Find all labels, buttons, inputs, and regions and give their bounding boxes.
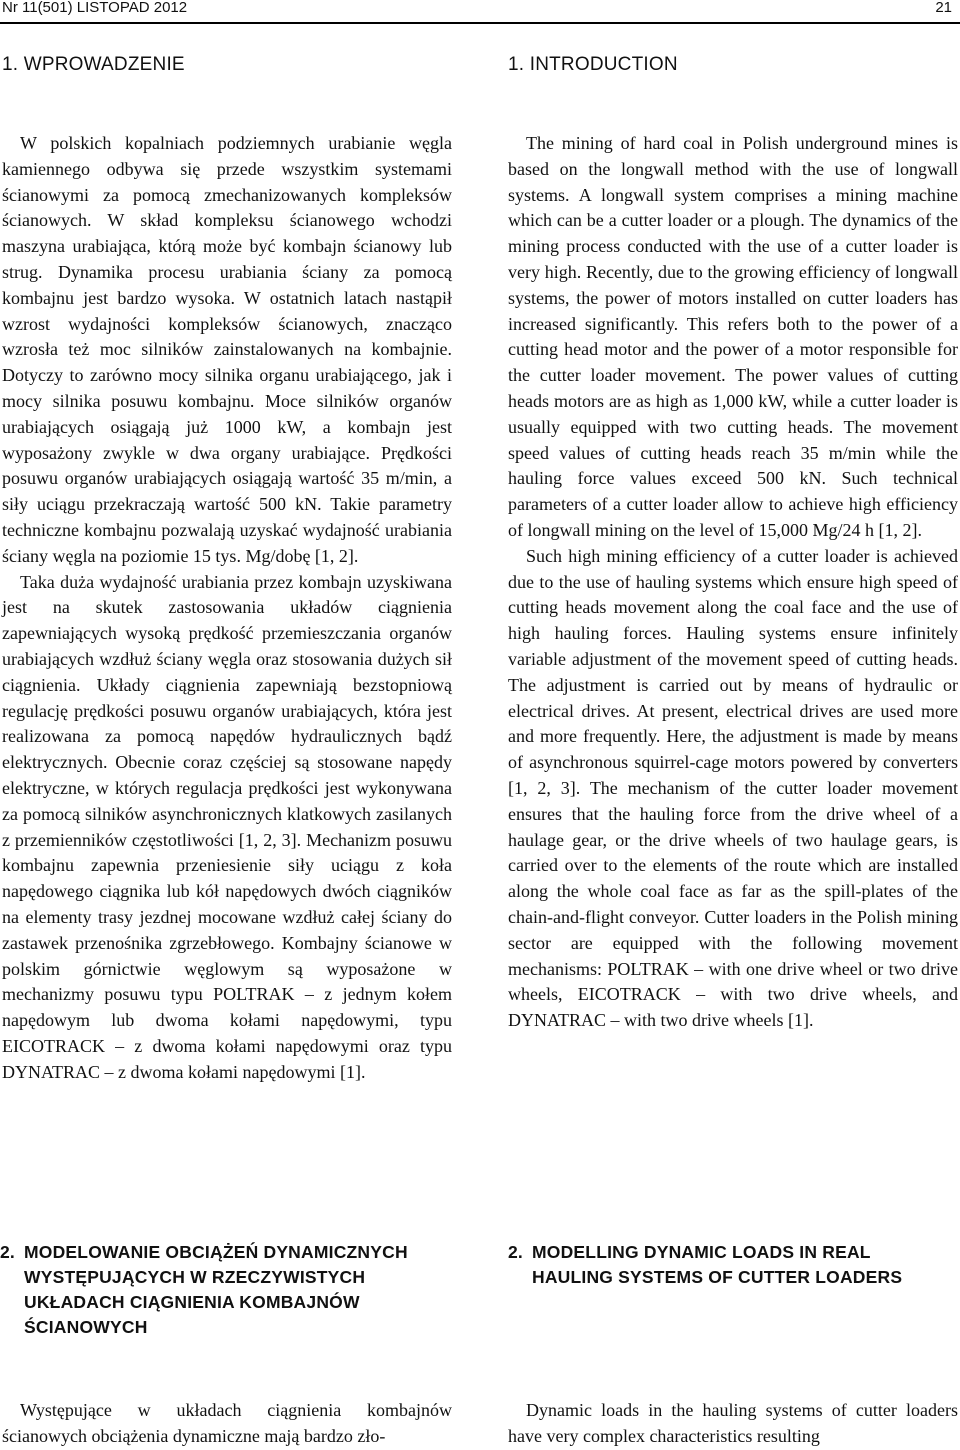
issue-label: Nr 11(501) LISTOPAD 2012 bbox=[2, 0, 188, 16]
paragraph-en-2: Such high mining efficiency of a cutter loader is achieved due to the use of hauling systems which ensure high speed of cutting heads movement along the coal face and the use of high hauling forces. Hauling systems ensure infinitely variable adjustment of the movement speed of cutting heads. The adjustment is carried out by means of hydraulic or electrical drives. At present, electrical drives are used more and more frequently. Here, the adjustment is made by means of asynchronous squirrel-cage motors powered by converters [1, 2, 3]. The mechanism of the cutter loader movement ensures that the hauling force from the drive wheel of a haulage gear, or the drive wheels of two haulage gears, is carried over to the elements of the route which are installed along the whole coal face as far as the spill-plates of the chain-and-flight conveyor. Cutter loaders in the Polish mining sector are equipped with the following movement mechanisms: POLTRAK – with one drive wheel or two drive wheels, EICOTRACK – with two drive wheels, and DYNATRAC – with two drive wheels [1]. bbox=[508, 545, 958, 1031]
section1-heading-pl: 1. WPROWADZENIE bbox=[2, 54, 185, 75]
section2-heading-en bbox=[508, 1240, 938, 1290]
header-rule bbox=[0, 22, 960, 24]
section2-title-pl: MODELOWANIE OBCIĄŻEŃ DYNAMICZNYCH WYSTĘPUJĄCYCH W RZECZYWISTYCH UKŁADACH CIĄGNIENIA KOMBAJNÓW ŚCIANOWYCH bbox=[24, 1242, 408, 1337]
section2-number-en: 2. bbox=[508, 1242, 523, 1262]
left-body-pl bbox=[2, 131, 452, 1085]
paragraph-pl-1: W polskich kopalniach podziemnych urabianie węgla kamiennego odbywa się przede wszystkim systemami ścianowymi za pomocą zmechanizowanych kompleksów ścianowych. W skład kompleksu ścianowego wchodzi maszyna urabiająca, którą może być kombajn ścianowy lub strug. Dynamika procesu urabiania ściany za pomocą kombajnu jest bardzo wysoka. W ostatnich latach nastąpił wzrost wydajności kompleksów ścianowych, znacząco wzrosła też moc silników zainstalowanych na kombajnie. Dotyczy to zarówno mocy silnika organu urabiającego, jak i mocy silnika posuwu kombajnu. Moce silników organów urabiających osiągają już 1000 kW, a kombajn jest wyposażony zwykle w dwa organy urabiające. Prędkości posuwu organów urabiających osiągają wartość 35 m/min, a siły uciągu przekraczają wartość 500 kN. Takie parametry techniczne kombajnu pozwalają uzyskać wydajność urabiania ściany węgla na poziomie 15 tys. Mg/dobę [1, 2]. bbox=[2, 133, 452, 566]
page-header bbox=[0, 0, 960, 18]
section2-number-pl: 2. bbox=[0, 1242, 15, 1262]
paragraph-pl-2: Taka duża wydajność urabiania przez kombajn uzyskiwana jest na skutek zastosowania układów ciągnienia zapewniających wysoką prędkość przemieszczania organów urabiających wzdłuż ściany węgla oraz stosowania dużych sił ciągnienia. Układy ciągnienia zapewniają bezstopniową regulację prędkości posuwu organów urabiających, która jest realizowana za pomocą napędów hydraulicznych bądź elektrycznych. Obecnie coraz częściej są stosowane napędy elektryczne, w których regulacja prędkości jest wykonywana za pomocą silników asynchronicznych klatkowych zasilanych z przemienników częstotliwości [1, 2, 3]. Mechanizm posuwu kombajnu zapewnia przeniesienie siły uciągu z koła napędowego ciągnika lub kół napędowych dwóch ciągników na elementy trasy jezdnej mocowane wzdłuż całej ściany do zastawek przenośnika zgrzebłowego. Kombajny ścianowe w polskim górnictwie węglowym są wyposażone w mechanizmy posuwu typu POLTRAK – z jednym kołem napędowym lub dwoma kołami napędowymi, typu EICOTRACK – z dwoma kołami napędowymi oraz typu DYNATRAC – z dwoma kołami napędowymi [1]. bbox=[2, 571, 452, 1082]
right-column-english bbox=[508, 54, 958, 76]
section1-heading-en: 1. INTRODUCTION bbox=[508, 54, 678, 75]
page-number: 21 bbox=[935, 0, 952, 16]
section2-text-en: Dynamic loads in the hauling systems of cutter loaders have very complex characteristics resulting bbox=[508, 1400, 958, 1446]
section2-text-pl: Występujące w układach ciągnienia kombajnów ścianowych obciążenia dynamiczne mają bardzo zło- bbox=[2, 1400, 452, 1446]
section2-heading-pl bbox=[0, 1240, 454, 1340]
left-column-polish bbox=[2, 54, 452, 76]
section2-title-en: MODELLING DYNAMIC LOADS IN REAL HAULING SYSTEMS OF CUTTER LOADERS bbox=[532, 1242, 903, 1287]
right-body-en bbox=[508, 131, 958, 1034]
paragraph-en-1: The mining of hard coal in Polish underground mines is based on the longwall method with the use of longwall systems. A longwall system comprises a mining machine which can be a cutter loader or a plough. The dynamics of the mining process conducted with the use of a cutter loader is very high. Recently, due to the growing efficiency of longwall systems, the power of motors installed on cutter loaders has increased significantly. This refers both to the power of a cutting head motor and the power of a motor responsible for the cutter loader movement. The power values of cutting heads motors are as high as 1,000 kW, while a cutter loader is usually equipped with two cutting heads. The movement speed values of cutting heads reach 35 m/min while the hauling force values exceed 500 kN. Such technical parameters of a cutter loader allow to achieve high efficiency of longwall mining on the level of 15,000 Mg/24 h [1, 2]. bbox=[508, 133, 958, 540]
